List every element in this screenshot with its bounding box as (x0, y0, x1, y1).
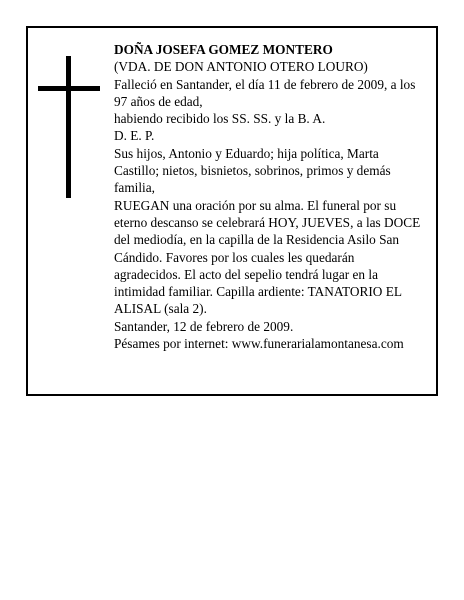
condolences: Pésames por internet: www.funerarialamontanesa.com (114, 336, 404, 352)
family-list: Sus hijos, Antonio y Eduardo; hija política, Marta Castillo; nietos, bisnietos, sobrinos, primos y demás familia, (114, 145, 391, 196)
cross-vertical-bar (66, 56, 71, 198)
rest-in-peace: D. E. P. (114, 128, 155, 144)
sacraments: habiendo recibido los SS. SS. y la B. A. (114, 111, 326, 127)
obituary-text (114, 41, 424, 352)
widow-of: (VDA. DE DON ANTONIO OTERO LOURO) (114, 59, 368, 75)
obituary-notice (26, 26, 438, 396)
deceased-name: DOÑA JOSEFA GOMEZ MONTERO (114, 42, 333, 57)
cross-horizontal-bar (38, 86, 100, 91)
funeral-request: RUEGAN una oración por su alma. El funeral por su eterno descanso se celebrará HOY, JUEVES, a las DOCE del mediodía, en la capilla de la Residencia Asilo San Cándido. Favores por los cuales les quedarán agradecidos. El acto del sepelio tendrá lugar en la intimidad familiar. Capilla ardiente: TANATORIO EL ALISAL (sala 2). (114, 197, 421, 317)
death-details: Falleció en Santander, el día 11 de febrero de 2009, a los 97 años de edad, (114, 76, 416, 109)
place-date: Santander, 12 de febrero de 2009. (114, 318, 294, 334)
